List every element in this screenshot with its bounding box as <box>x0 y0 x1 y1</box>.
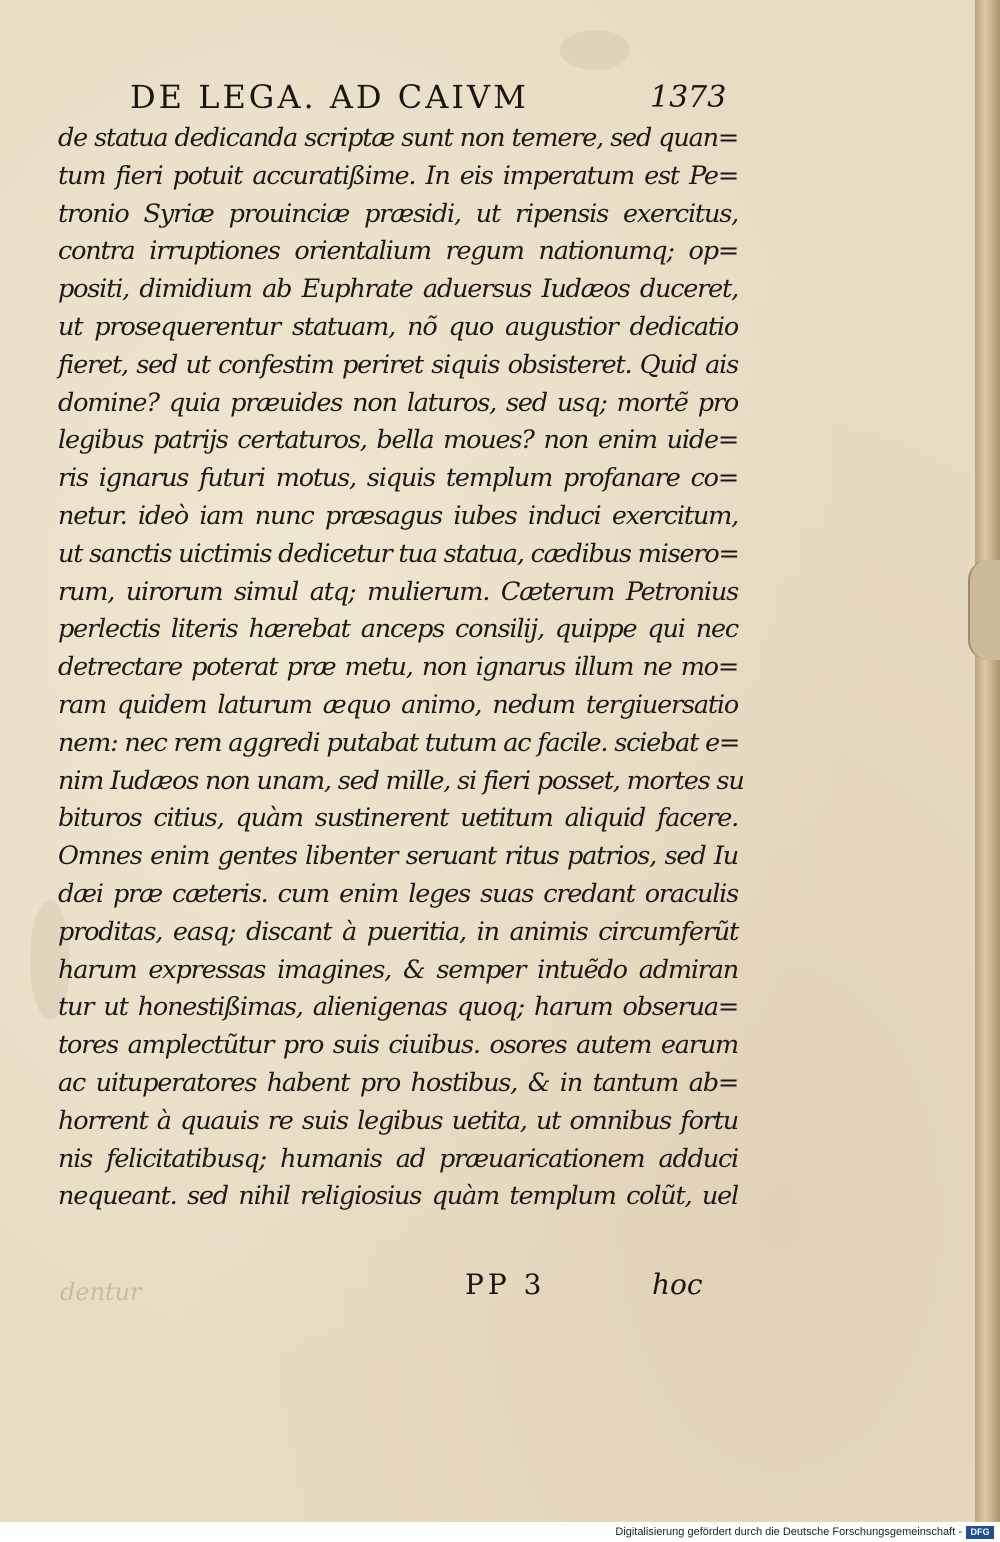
text-line: contra irruptiones orientalium regum nationumq; op= <box>58 236 738 267</box>
running-head: DE LEGA. AD CAIVM <box>130 78 529 116</box>
text-line: de statua dedicanda scriptæ sunt non temere, sed quan= <box>58 123 738 153</box>
text-line: domine? quia præuides non laturos, sed usq; mortẽ pro <box>58 387 738 418</box>
body-text <box>58 120 744 1216</box>
bleed-through-text: dentur <box>60 1278 142 1306</box>
text-line: tur ut honestißimas, alienigenas quoq; harum obserua= <box>58 992 738 1023</box>
text-line: fieret, sed ut confestim periret siquis obsisteret. Quid ais <box>58 349 738 380</box>
text-line: ac uituperatores habent pro hostibus, & in tantum ab= <box>58 1067 738 1098</box>
text-line: tum fieri potuit accuratißime. In eis imperatum est Pe= <box>58 160 738 191</box>
catchword: hoc <box>652 1268 703 1301</box>
signature-mark: PP 3 <box>465 1268 546 1301</box>
text-line: ut sanctis uictimis dedicetur tua statua, cædibus misero= <box>58 538 739 569</box>
text-line: detrectare poterat præ metu, non ignarus illum ne mo= <box>58 652 738 683</box>
text-line: tores amplectũtur pro suis ciuibus. osores autem earum <box>58 1030 738 1061</box>
text-line: tronio Syriæ prouinciæ præsidi, ut ripensis exercitus, <box>58 198 738 229</box>
text-line: rum, uirorum simul atq; mulierum. Cæterum Petronius <box>58 576 738 607</box>
text-line: ris ignarus futuri motus, siquis templum profanare co= <box>58 463 738 494</box>
text-line: netur. ideò iam nunc præsagus iubes induci exercitum, <box>58 500 738 531</box>
page-edge-notch <box>968 560 1000 660</box>
dfg-logo-icon: DFG <box>966 1526 994 1539</box>
text-line: nim Iudæos non unam, sed mille, si fieri posset, mortes su <box>58 765 744 796</box>
page-edge <box>975 0 1000 1522</box>
paper-stain <box>560 30 630 70</box>
text-line: nem: nec rem aggredi putabat tutum ac facile. sciebat e= <box>58 727 740 758</box>
funding-credit: Digitalisierung gefördert durch die Deutsche Forschungsgemeinschaft - <box>615 1526 962 1538</box>
text-line: harum expressas imagines, & semper intuẽdo admiran <box>58 954 738 985</box>
text-line: horrent à quauis re suis legibus uetita, ut omnibus fortu <box>58 1105 738 1136</box>
text-line: nequeant. sed nihil religiosius quàm templum colũt, uel <box>58 1181 738 1212</box>
text-line: bituros citius, quàm sustinerent uetitum aliquid facere. <box>58 803 738 834</box>
text-line: ut prosequerentur statuam, nõ quo augustior dedicatio <box>58 311 738 342</box>
text-line: proditas, easq; discant à pueritia, in animis circumferũt <box>58 916 738 947</box>
text-line: positi, dimidium ab Euphrate aduersus Iudæos duceret, <box>58 274 738 305</box>
text-line: nis felicitatibusq; humanis ad præuaricationem adduci <box>58 1143 738 1174</box>
text-line: perlectis literis hærebat anceps consilij, quippe qui nec <box>58 614 738 645</box>
text-line: legibus patrijs certaturos, bella moues? non enim uide= <box>58 425 738 456</box>
text-line: Omnes enim gentes libenter seruant ritus patrios, sed Iu <box>58 841 738 872</box>
page-number: 1373 <box>650 80 727 115</box>
text-line: dæi præ cæteris. cum enim leges suas credant oraculis <box>58 878 738 909</box>
text-line: ram quidem laturum æquo animo, nedum tergiuersatio <box>58 689 738 720</box>
